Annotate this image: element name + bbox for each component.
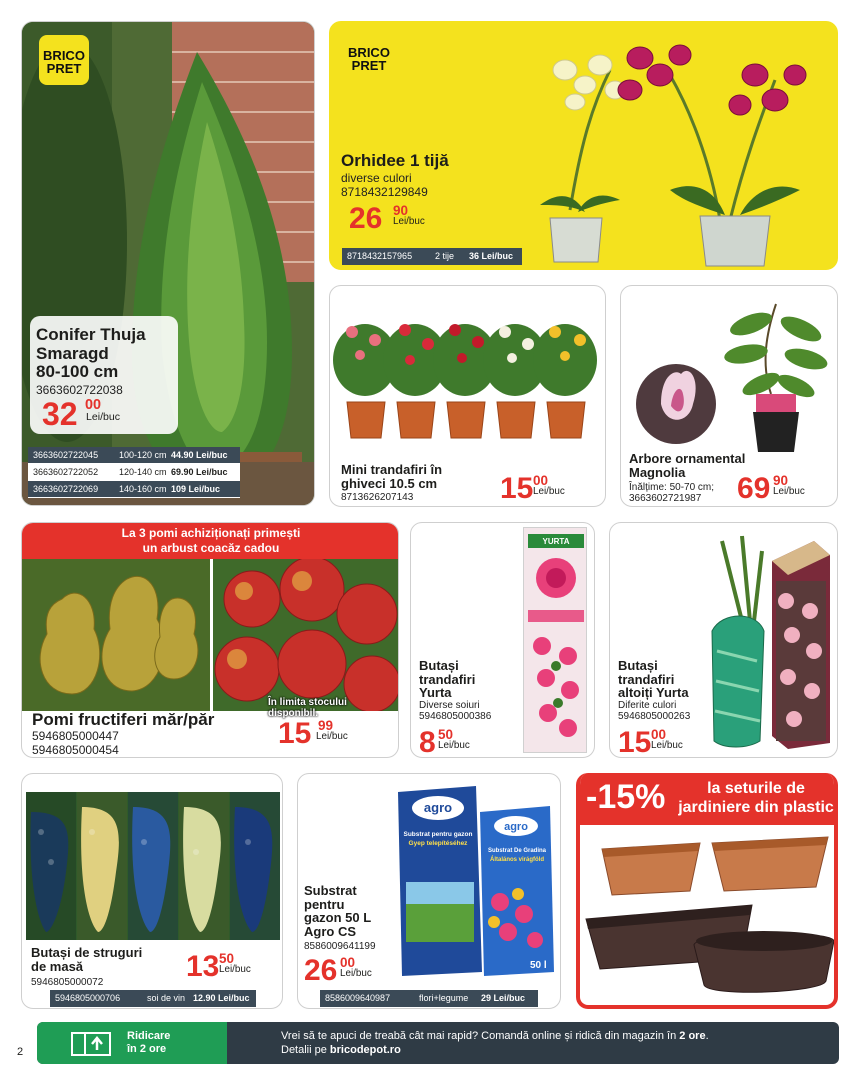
- butasi-yurta-price-dec: 50: [438, 726, 454, 742]
- thuja-card[interactable]: [21, 21, 315, 506]
- butasi-altoiti-price-int: 15: [618, 726, 652, 758]
- variant-code: 3663602722045: [33, 450, 99, 460]
- orhidee-price-unit: Lei/buc: [393, 216, 425, 227]
- pomi-price-int: 15: [278, 717, 312, 750]
- substrat-bag2-line1: Substrat De Gradina: [487, 848, 547, 854]
- pickup-panel: [37, 1022, 227, 1064]
- magnolia-title-line1: Arbore ornamental: [629, 451, 746, 466]
- footer-message-end: .: [705, 1030, 709, 1042]
- variant-price: 109 Lei/buc: [171, 484, 221, 494]
- substrat-title-line2: pentru: [304, 896, 345, 912]
- thuja-price-dec: 00: [85, 396, 102, 413]
- struguri-price-dec: 50: [219, 950, 235, 966]
- magnolia-title: [629, 452, 745, 481]
- variant-size: 100-120 cm: [119, 450, 167, 460]
- mini-trandafiri-price-unit: Lei/buc: [533, 486, 565, 497]
- mini-trandafiri-title-line2: ghiveci 10.5 cm: [341, 476, 438, 492]
- mini-trandafiri-card[interactable]: [329, 285, 606, 507]
- pomi-title: Pomi fructiferi măr/păr: [32, 710, 215, 729]
- substrat-bag2-line2: Általános virágföld: [489, 857, 545, 863]
- brand-logo-line1: BRICO: [348, 45, 390, 60]
- brand-logo-line2: PRET: [46, 61, 82, 76]
- orhidee-price-dec: 90: [393, 202, 409, 218]
- pomi-code-2: 5946805000454: [32, 743, 119, 757]
- magnolia-price: [737, 472, 837, 506]
- pomi-code-1: 5946805000447: [32, 729, 119, 743]
- substrat-title-line4: Agro CS: [304, 923, 356, 939]
- substrat-price-int: 26: [304, 954, 338, 987]
- substrat-code: 8586009641199: [304, 941, 376, 952]
- butasi-yurta-price-unit: Lei/buc: [438, 740, 470, 751]
- mini-trandafiri-price-dec: 00: [533, 472, 549, 488]
- pickup-line1: Ridicare: [127, 1030, 171, 1042]
- magnolia-photo: [631, 294, 831, 454]
- altoiti-photo: [702, 531, 834, 753]
- table-row: [28, 447, 240, 464]
- thuja-title: [36, 326, 146, 382]
- variant-size: flori+legume: [419, 993, 469, 1003]
- butasi-yurta-title-line1: Butași: [419, 658, 459, 673]
- footer-details-link[interactable]: bricodepot.ro: [329, 1044, 401, 1056]
- variant-size: 2 tije: [435, 251, 455, 261]
- variant-price: 69.90 Lei/buc: [171, 467, 228, 477]
- variant-code: 3663602722052: [33, 467, 99, 477]
- footer-message: [281, 1030, 709, 1043]
- orhidee-price-int: 26: [349, 202, 383, 235]
- struguri-price-unit: Lei/buc: [219, 964, 251, 975]
- magnolia-code: 3663602721987: [629, 493, 702, 504]
- butasi-yurta-price-int: 8: [419, 726, 436, 758]
- butasi-yurta-price: [419, 726, 519, 758]
- thuja-title-line1: Conifer Thuja: [36, 325, 146, 344]
- orhidee-subtitle: diverse culori: [341, 171, 412, 185]
- footer-details-label: Detalii pe: [281, 1044, 330, 1056]
- orhidee-variant-row: [342, 248, 522, 265]
- jardiniere-banner-line2: jardiniere din plastic: [678, 799, 834, 816]
- magnolia-title-line2: Magnolia: [629, 465, 686, 481]
- substrat-bag-volume: 50 l: [530, 960, 547, 971]
- jardiniere-discount: -15%: [586, 778, 666, 816]
- pomi-stock-note: În limita stocului disponibil.: [268, 697, 347, 719]
- variant-code: 5946805000706: [55, 993, 121, 1003]
- orhidee-title: Orhidee 1 tijă: [341, 151, 449, 170]
- thuja-price-int: 32: [42, 396, 78, 432]
- substrat-price: [304, 954, 404, 988]
- struguri-title-line2: de masă: [31, 959, 84, 975]
- variant-price: 12.90 Lei/buc: [193, 993, 250, 1003]
- table-row: [342, 248, 522, 265]
- butasi-altoiti-title-line1: Butași: [618, 658, 658, 673]
- substrat-price-dec: 00: [340, 954, 356, 970]
- thuja-code: 3663602722038: [36, 383, 123, 397]
- pickup-line2: în 2 ore: [127, 1043, 167, 1055]
- page-number: 2: [17, 1046, 24, 1058]
- mini-trandafiri-price: [500, 472, 600, 506]
- mini-trandafiri-title: [341, 463, 442, 492]
- thuja-price: [42, 396, 162, 432]
- substrat-title-line3: gazon 50 L: [304, 910, 372, 926]
- brand-logo: [39, 35, 89, 85]
- butasi-yurta-title: [419, 659, 475, 700]
- butasi-altoiti-detail: Diferite culori: [618, 700, 677, 711]
- substrat-title: [304, 884, 371, 939]
- yurta-pack-photo: [523, 527, 587, 753]
- butasi-altoiti-title-line2: trandafiri: [618, 671, 675, 687]
- table-row: [320, 990, 538, 1007]
- pomi-card[interactable]: [21, 522, 399, 758]
- magnolia-price-unit: Lei/buc: [773, 486, 805, 497]
- orhidee-code: 8718432129849: [341, 185, 428, 199]
- struguri-price: [186, 950, 283, 984]
- variant-price: 29 Lei/buc: [481, 993, 526, 1003]
- variant-price: 36 Lei/buc: [469, 251, 514, 261]
- variant-code: 3663602722069: [33, 484, 99, 494]
- variant-size: 140-160 cm: [119, 484, 167, 494]
- pomi-banner-line1: La 3 pomi achiziționați primești: [121, 526, 301, 540]
- struguri-card[interactable]: [21, 773, 283, 1009]
- butasi-altoiti-price: [618, 726, 718, 758]
- orhidee-price: [349, 202, 469, 236]
- variant-code: 8718432157965: [347, 251, 413, 261]
- substrat-bag1-line2: Gyep telepítéséhez: [408, 840, 468, 847]
- magnolia-detail: Înălțime: 50-70 cm;: [629, 482, 715, 493]
- mini-trandafiri-price-int: 15: [500, 472, 534, 505]
- struguri-variant-row: [50, 990, 256, 1007]
- butasi-altoiti-price-unit: Lei/buc: [651, 740, 683, 751]
- mini-trandafiri-code: 8713626207143: [341, 492, 414, 503]
- substrat-bag-brand: agro: [423, 800, 453, 815]
- substrat-card[interactable]: [297, 773, 561, 1009]
- struguri-price-int: 13: [186, 950, 220, 983]
- jardiniere-photo: [582, 829, 836, 1001]
- substrat-title-line1: Substrat: [304, 883, 357, 898]
- thuja-title-line3: 80-100 cm: [36, 362, 119, 382]
- struguri-title-line1: Butași de struguri: [31, 945, 143, 960]
- table-row: [28, 464, 240, 481]
- substrat-bag2-brand: agro: [504, 821, 528, 833]
- butasi-altoiti-title-line3: altoiți Yurta: [618, 685, 689, 701]
- thuja-price-unit: Lei/buc: [86, 411, 121, 423]
- pomi-price-unit: Lei/buc: [316, 731, 348, 742]
- butasi-altoiti-title: [618, 659, 689, 700]
- thuja-variants-table: [28, 447, 240, 498]
- butasi-altoiti-code: 5946805000263: [618, 711, 691, 722]
- butasi-yurta-code: 5946805000386: [419, 711, 492, 722]
- struguri-photo: [26, 792, 280, 940]
- mini-trandafiri-photo: [330, 310, 606, 445]
- magnolia-price-dec: 90: [773, 472, 789, 488]
- footer-message-start: Vrei să te apuci de treabă cât mai rapid? Comandă online și ridică din magazin în: [281, 1030, 680, 1042]
- substrat-photo: [390, 782, 558, 978]
- brand-logo-line2: PRET: [351, 58, 387, 73]
- struguri-code: 5946805000072: [31, 977, 104, 988]
- butasi-yurta-title-line2: trandafiri: [419, 671, 476, 687]
- box-icon: [71, 1032, 111, 1056]
- jardiniere-banner-text: [676, 779, 836, 817]
- struguri-title: [31, 946, 142, 975]
- brand-logo-line1: BRICO: [43, 48, 85, 63]
- butasi-yurta-detail: Diverse soiuri: [419, 700, 480, 711]
- brand-logo: [344, 32, 394, 82]
- pomi-banner-line2: un arbust coacăz cadou: [142, 541, 280, 555]
- butasi-altoiti-price-dec: 00: [651, 726, 667, 742]
- variant-size: soi de vin: [147, 993, 186, 1003]
- variant-size: 120-140 cm: [119, 467, 167, 477]
- variant-code: 8586009640987: [325, 993, 391, 1003]
- pomi-price-dec: 99: [318, 717, 334, 733]
- thuja-title-line2: Smaragd: [36, 343, 109, 363]
- footer-bar: [37, 1022, 839, 1064]
- pomi-price: [278, 717, 398, 751]
- substrat-variant-row: [320, 990, 538, 1007]
- pomi-photo: [22, 559, 399, 711]
- jardiniere-card[interactable]: [576, 773, 838, 1009]
- butasi-yurta-card[interactable]: [410, 522, 595, 758]
- yurta-pack-label: YURTA: [542, 537, 570, 546]
- table-row: [50, 990, 256, 1007]
- jardiniere-promo-banner: [580, 773, 838, 825]
- butasi-yurta-title-line3: Yurta: [419, 685, 452, 701]
- orhidee-photo: [530, 30, 830, 268]
- orhidee-card[interactable]: [329, 21, 838, 270]
- jardiniere-banner-line1: la seturile de: [707, 780, 805, 797]
- variant-price: 44.90 Lei/buc: [171, 450, 228, 460]
- pickup-label: [127, 1030, 170, 1056]
- table-row: [28, 481, 240, 498]
- magnolia-card[interactable]: [620, 285, 838, 507]
- pomi-promo-banner: [22, 523, 399, 559]
- mini-trandafiri-title-line1: Mini trandafiri în: [341, 462, 443, 477]
- substrat-bag1-line1: Substrat pentru gazon: [403, 831, 473, 838]
- footer-message-bold: 2 ore: [679, 1030, 706, 1042]
- butasi-altoiti-card[interactable]: [609, 522, 838, 758]
- magnolia-price-int: 69: [737, 472, 771, 505]
- footer-details: [281, 1044, 401, 1057]
- substrat-price-unit: Lei/buc: [340, 968, 372, 979]
